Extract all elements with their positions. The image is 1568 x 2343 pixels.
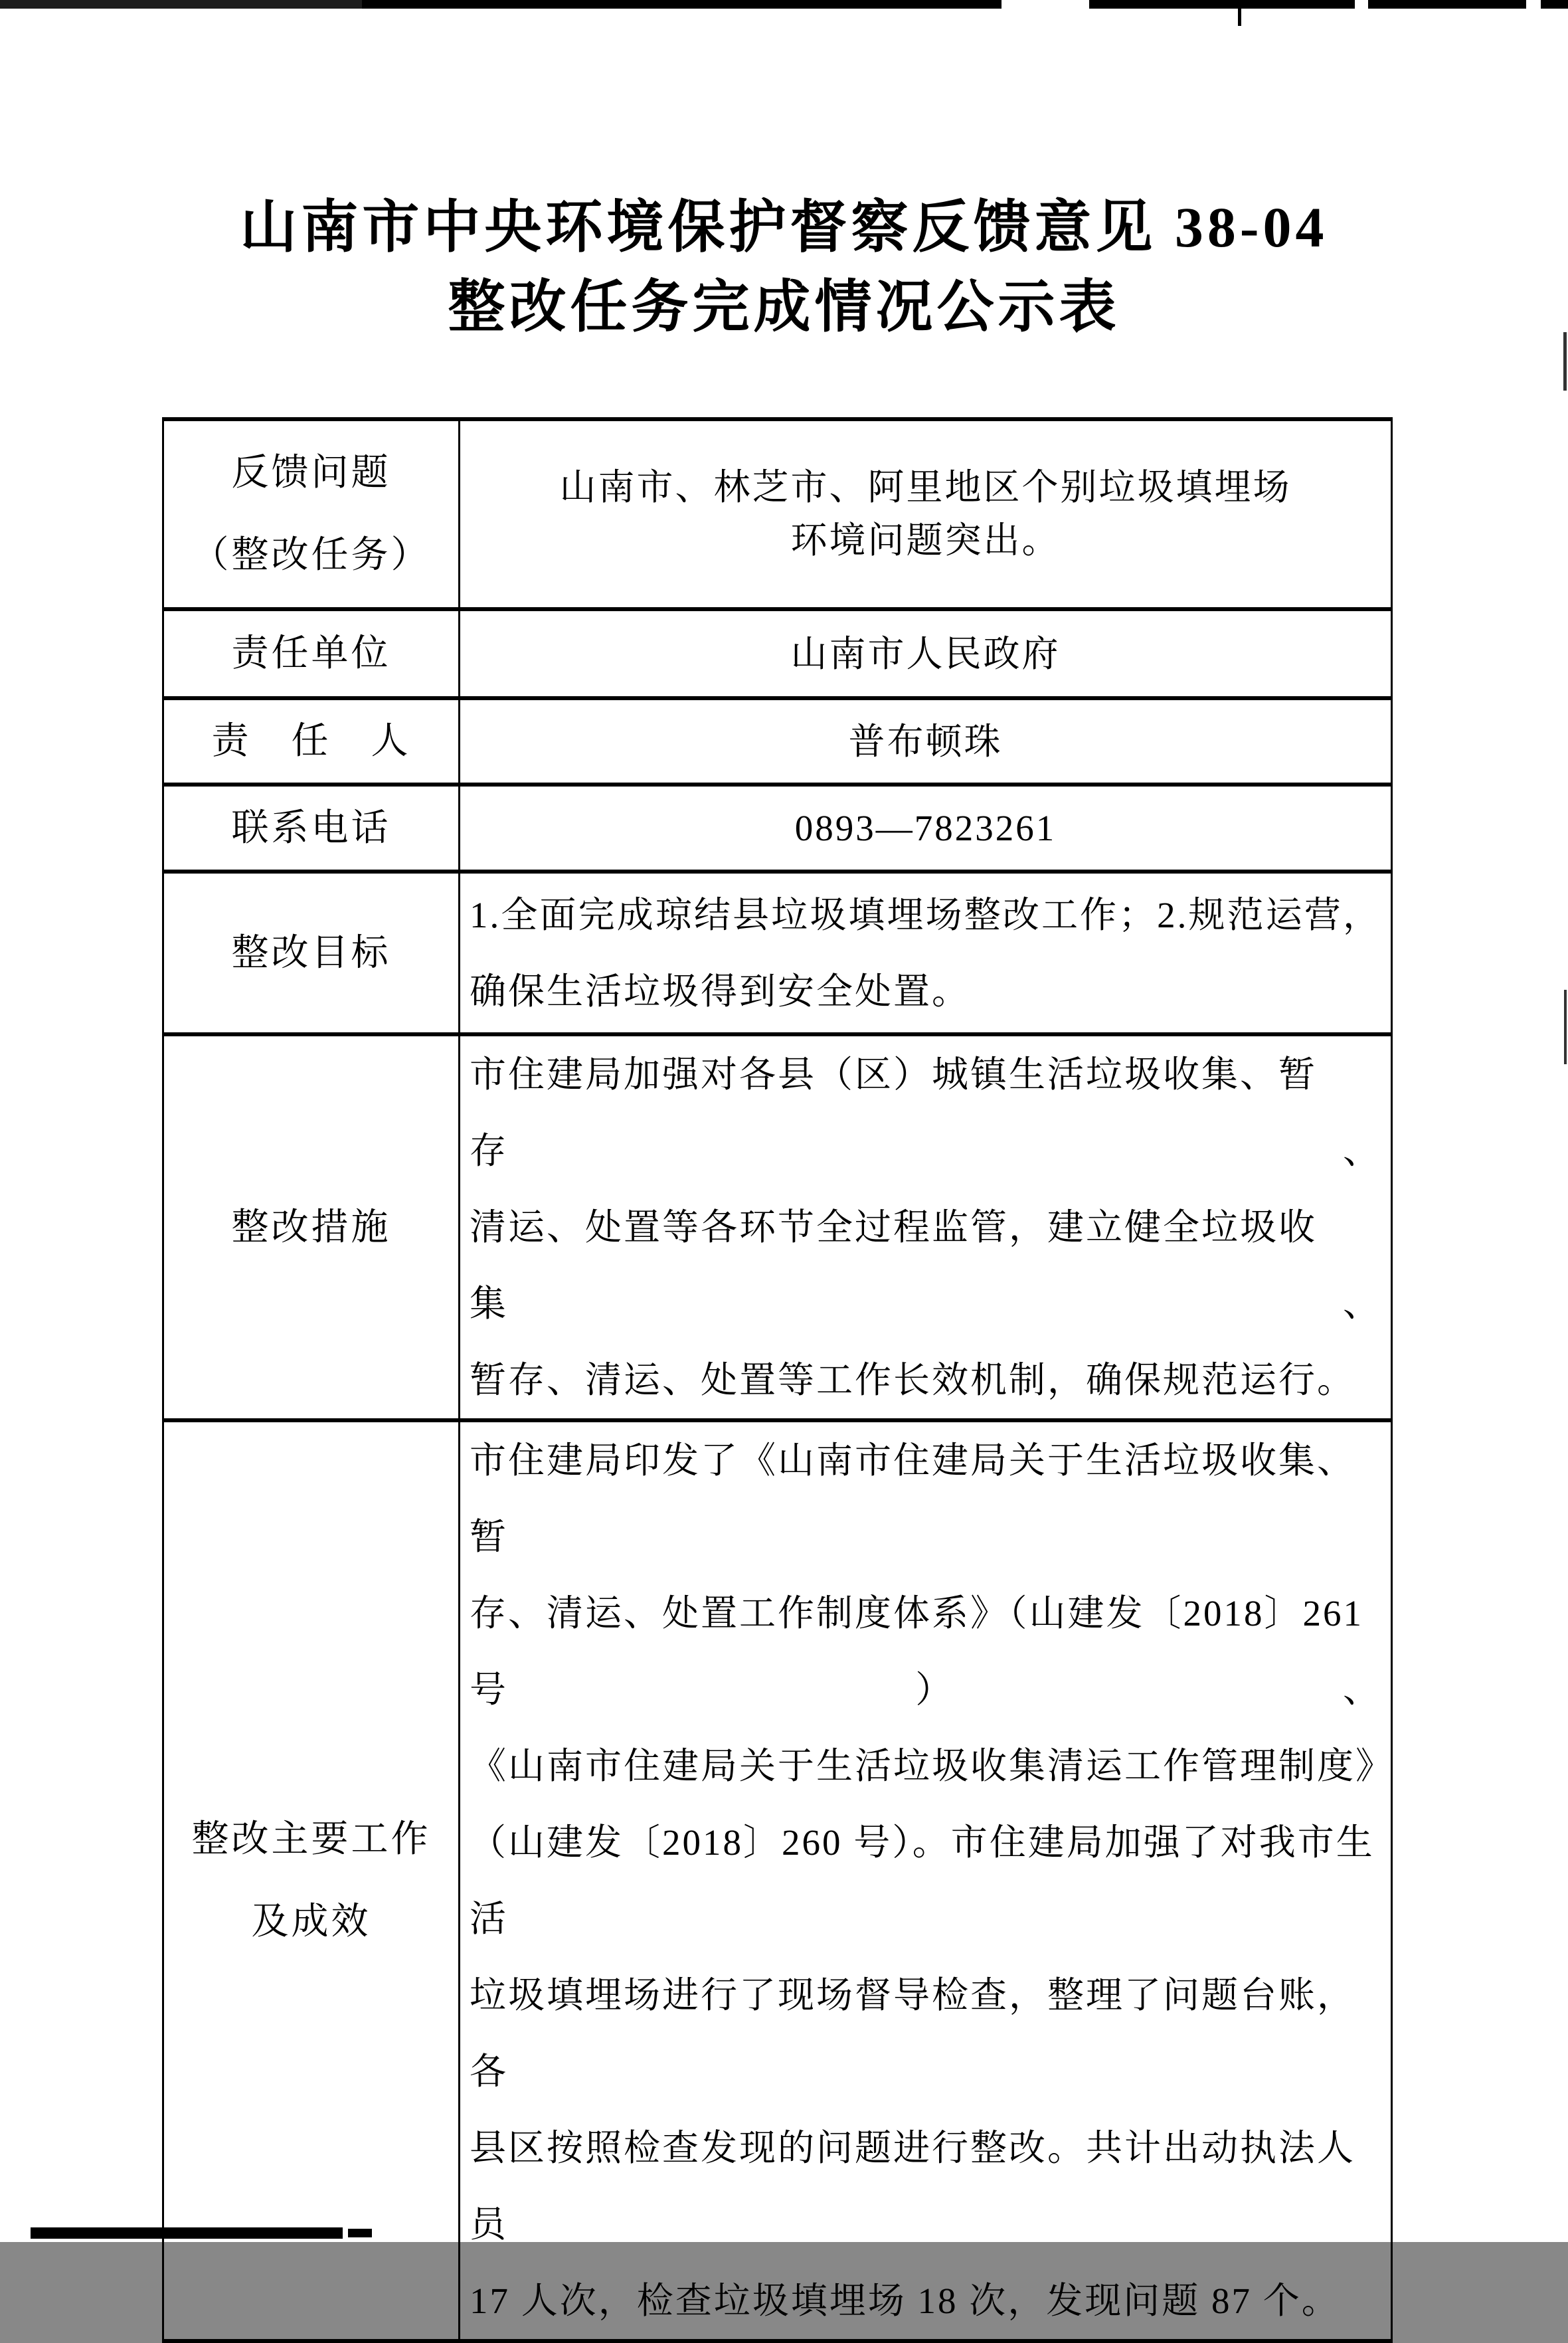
table-row-main-work-results [163, 1420, 1392, 2341]
cell-text-line: 山南市、林芝市、阿里地区个别垃圾填埋场 [559, 467, 1292, 508]
row-label: 联系电话 [231, 807, 391, 849]
row-label: 整改措施 [231, 1206, 391, 1248]
cell-text-line: 1.全面完成琼结县垃圾填埋场整改工作；2.规范运营， [470, 894, 1381, 935]
responsible-person-value-cell [460, 698, 1392, 785]
responsible-person-label-cell [163, 698, 460, 785]
table-row-feedback-issue [163, 419, 1392, 609]
cell-text-line: 垃圾填埋场进行了现场督导检查，整理了问题台账，各 [470, 1975, 1356, 2092]
cell-text-line: 17 人次，检查垃圾填埋场 18 次，发现问题 87 个。 [470, 2281, 1340, 2321]
cell-text-line: 确保生活垃圾得到安全处置。 [470, 971, 971, 1012]
cell-text-line: 市住建局加强对各县（区）城镇生活垃圾收集、暂存、 [470, 1054, 1381, 1171]
scan-artifact-top-band [0, 0, 362, 9]
row-label: 责 任 人 [211, 721, 411, 762]
table-row-responsible-unit [163, 609, 1392, 698]
page-title [0, 187, 1568, 347]
contact-phone-label-cell [163, 785, 460, 872]
scan-artifact-tick [1564, 990, 1567, 1064]
responsible-unit-value-cell [460, 609, 1392, 698]
table-row-responsible-person [163, 698, 1392, 785]
feedback-issue-value-cell [460, 419, 1392, 609]
page-title-line1: 山南市中央环境保护督察反馈意见 38-04 [240, 195, 1328, 259]
cell-text-line: 市住建局印发了《山南市住建局关于生活垃圾收集、暂 [470, 1440, 1356, 1557]
main-work-results-label-cell [163, 1420, 460, 2341]
cell-text-line: 山南市人民政府 [790, 633, 1061, 674]
cell-text-line: 环境问题突出。 [790, 520, 1061, 561]
scan-artifact-tick [1238, 9, 1241, 26]
row-label: 整改主要工作 [191, 1819, 431, 1860]
rectification-measures-value-cell [460, 1034, 1392, 1420]
scan-artifact-gap [1526, 0, 1541, 9]
table-row-rectification-measures [163, 1034, 1392, 1420]
cell-text-line: （山建发〔2018〕260 号）。市住建局加强了对我市生活 [470, 1822, 1375, 1939]
cell-text-line: 普布顿珠 [848, 721, 1003, 762]
rectification-measures-label-cell [163, 1034, 460, 1420]
responsible-unit-label-cell [163, 609, 460, 698]
cell-text-line: 《山南市住建局关于生活垃圾收集清运工作管理制度》 [470, 1746, 1395, 1786]
rectification-goal-label-cell [163, 872, 460, 1034]
cell-text-line: 暂存、清运、处置等工作长效机制，确保规范运行。 [470, 1360, 1356, 1400]
table-row-rectification-goal [163, 872, 1392, 1034]
rectification-goal-value-cell [460, 872, 1392, 1034]
feedback-issue-label-cell [163, 419, 460, 609]
main-work-results-value-cell [460, 1420, 1395, 2341]
contact-phone-value-cell [460, 785, 1392, 872]
row-label: 责任单位 [231, 633, 391, 674]
scan-artifact-gap [1002, 0, 1089, 9]
row-label: （整改任务） [191, 535, 431, 576]
row-label: 及成效 [251, 1901, 371, 1942]
cell-text-line: 存、清运、处置工作制度体系》（山建发〔2018〕261 号）、 [470, 1593, 1381, 1710]
rectification-disclosure-table [162, 417, 1393, 2343]
cell-text-line: 清运、处置等各环节全过程监管，建立健全垃圾收集、 [470, 1207, 1381, 1324]
row-label: 反馈问题 [231, 452, 391, 494]
row-label: 整改目标 [231, 932, 391, 974]
page-title-line2: 整改任务完成情况公示表 [448, 275, 1120, 339]
cell-text-line: 县区按照检查发现的问题进行整改。共计出动执法人员 [470, 2128, 1356, 2245]
scan-artifact-gap [1355, 0, 1368, 9]
phone-number: 0893—7823261 [794, 808, 1057, 848]
scan-artifact-top-band [362, 0, 1568, 9]
table-row-contact-phone [163, 785, 1392, 872]
